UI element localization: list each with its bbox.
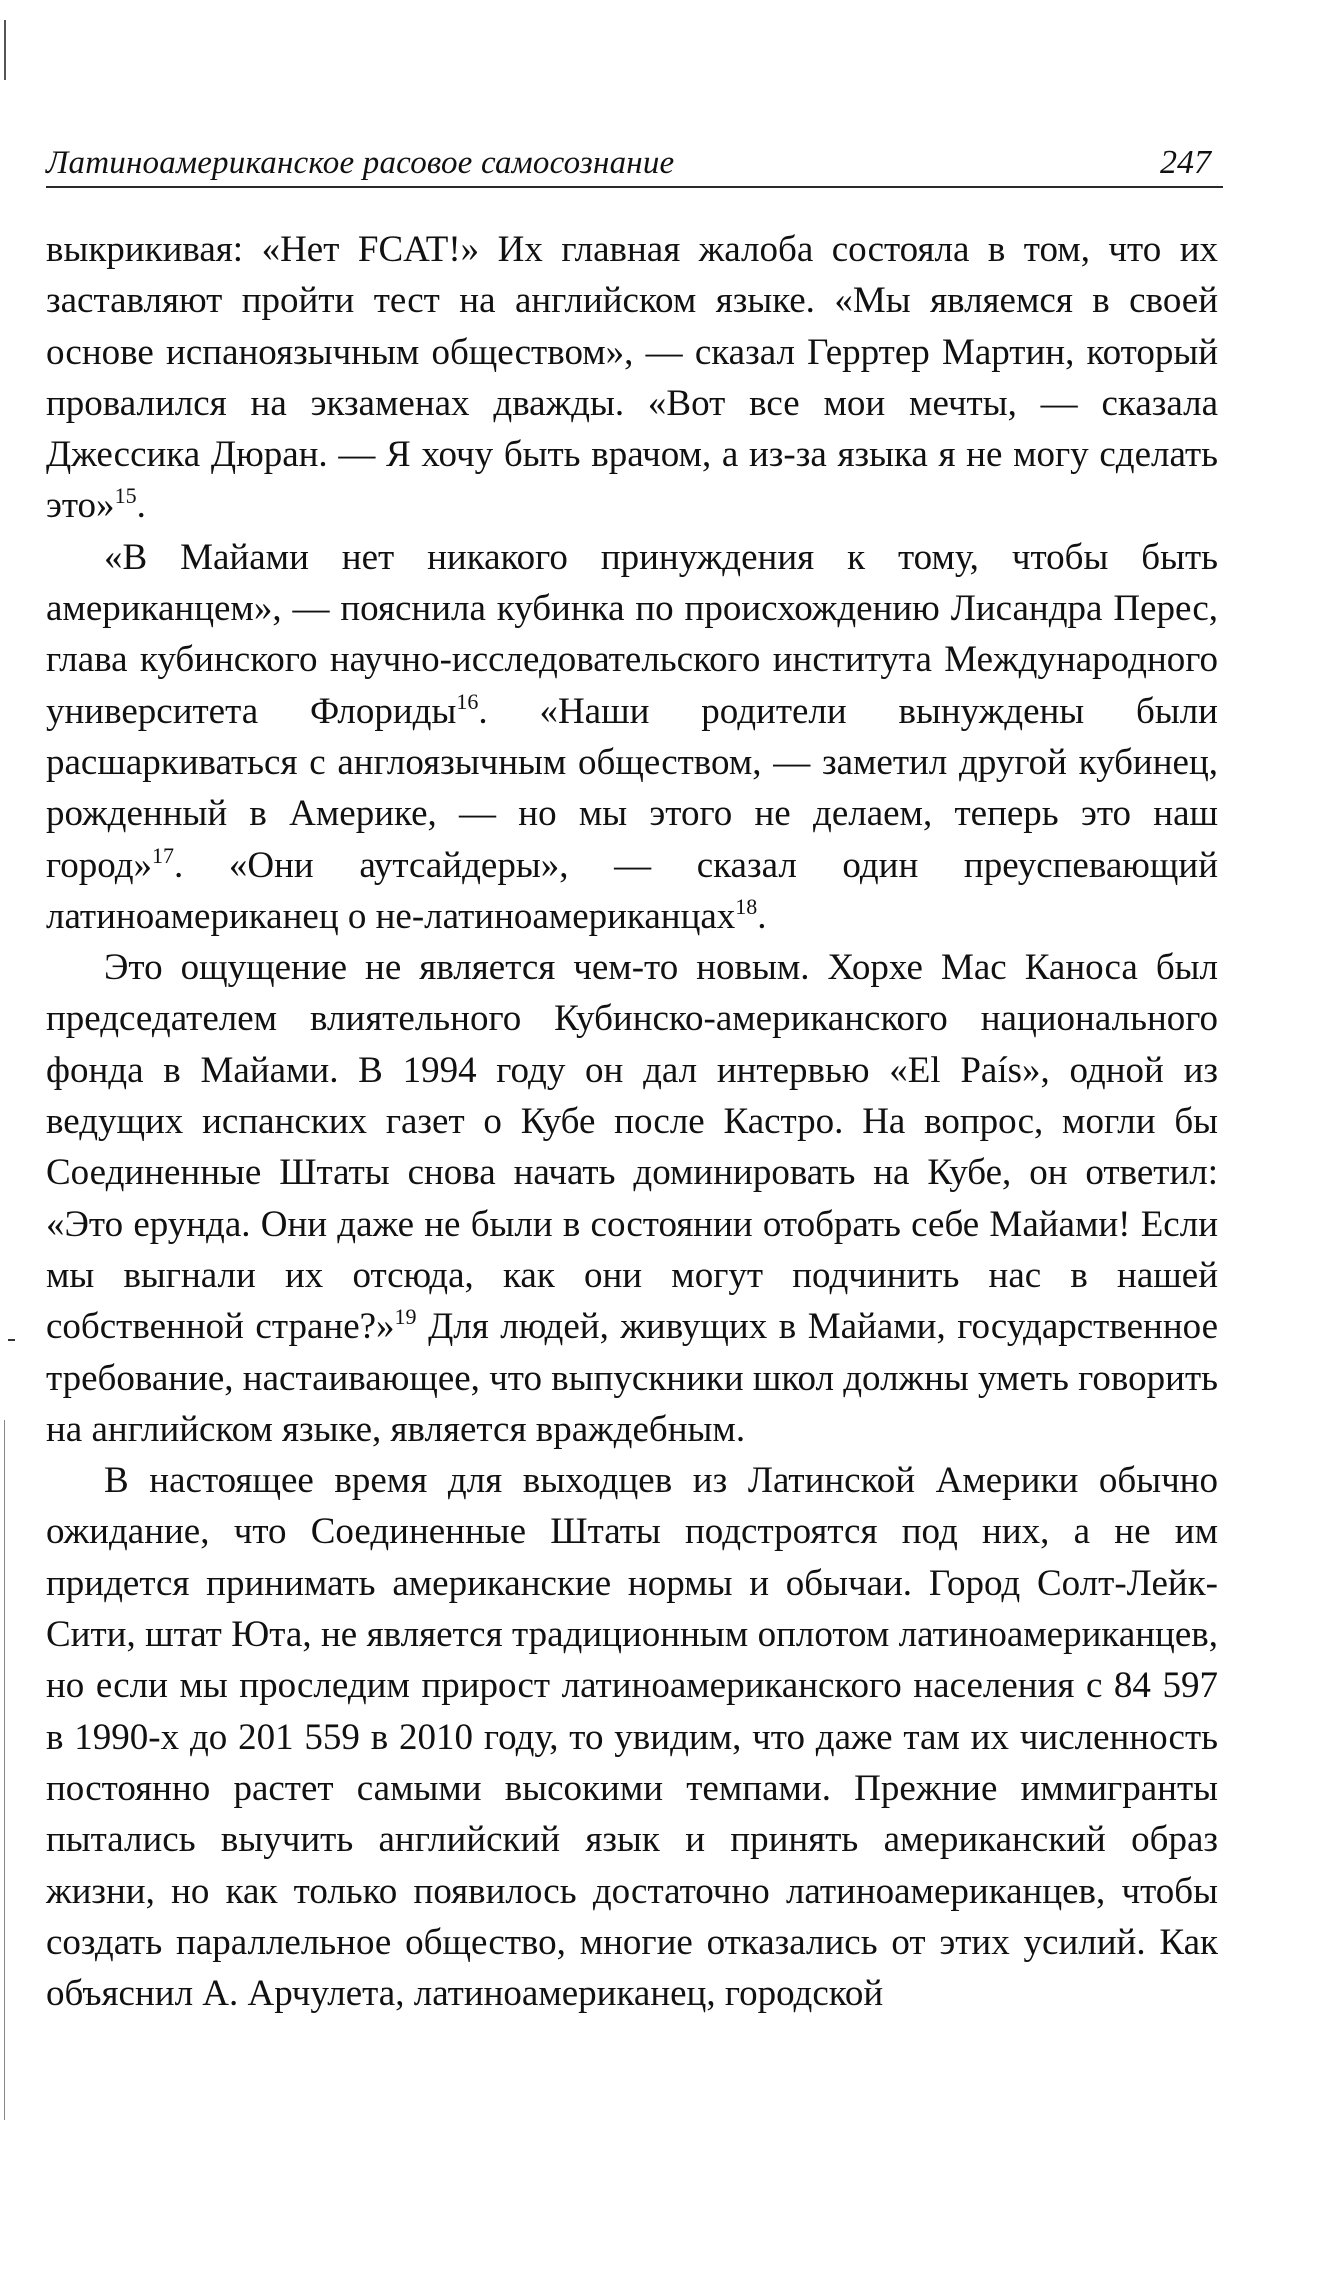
paragraph-4 [46,1455,1218,2019]
scan-edge-mark [4,20,6,80]
footnote-ref: 15 [114,483,137,509]
footnote-ref: 19 [394,1304,417,1330]
paragraph-text: Для людей, живущих в Майами, государственное требование, настаивающее, что выпускники школ должны уметь говорить на английском языке, является враждебным. [46,1306,1218,1450]
footnote-ref: 16 [456,688,479,714]
scan-edge-dot [8,1339,15,1341]
running-header [46,140,1223,188]
page-number: 247 [1160,144,1211,181]
paragraph-text: выкрикивая: «Нет FCAT!» Их главная жалоба состояла в том, что их заставляют пройти тест на английском языке. «Мы являемся в своей основе испаноязычным обществом», — сказал Герртер Мартин, который провалился на экзаменах дважды. «Вот все мои мечты, — сказала Джессика Дюран. — Я хочу быть врачом, а из-за языка я не могу сделать это» [46,229,1218,527]
paragraph-text: Это ощущение не является чем-то новым. Хорхе Мас Каноса был председателем влиятельного Кубинско-американского национального фонда в Майами. В 1994 году он дал интервью «El País», одной из ведущих испанских газет о Кубе после Кастро. На вопрос, могли бы Соединенные Штаты снова начать доминировать на Кубе, он ответил: «Это ерунда. Они даже не были в состоянии отобрать себе Майами! Если мы выгнали их отсюда, как они могут подчинить нас в нашей собственной стране?» [46,947,1218,1348]
paragraph-3 [46,942,1218,1455]
paragraph-text: . [136,485,146,527]
paragraph-text: «В Майами нет никакого принуждения к тому, чтобы быть американцем», — пояснила кубинка по происхождению Лисандра Перес, глава кубинского научно-исследовательского института Международного университета Флориды [46,536,1218,732]
paragraph-text: В настоящее время для выходцев из Латинской Америки обычно ожидание, что Соединенные Штаты подстроятся под них, а не им придется принимать американские нормы и обычаи. Город Солт-Лейк-Сити, штат Юта, не является традиционным оплотом латиноамериканцев, но если мы проследим прирост латиноамериканского населения с 84 597 в 1990-х до 201 559 в 2010 году, то увидим, что даже там их численность постоянно растет самыми высокими темпами. Прежние иммигранты пытались выучить английский язык и принять американский образ жизни, но как только появилось достаточно латиноамериканцев, чтобы создать параллельное общество, многие отказались от этих усилий. Как объяснил А. Арчулета, латиноамериканец, городской [46,1460,1218,2015]
paragraph-text: . «Они аутсайдеры», — сказал один преуспевающий латиноамериканец о не-латиноамериканцах [46,844,1218,937]
scan-edge-mark [4,1420,5,2120]
footnote-ref: 17 [152,842,175,868]
body-text [46,224,1218,2019]
paragraph-1 [46,224,1218,532]
footnote-ref: 18 [735,893,758,919]
running-title: Латиноамериканское расовое самосознание [46,145,675,181]
paragraph-text: . «Наши родители вынуждены были расшаркиваться с англоязычным обществом, — заметил другой кубинец, рожденный в Америке, — но мы этого не делаем, теперь это наш город» [46,690,1218,886]
paragraph-2 [46,532,1218,942]
paragraph-text: . [757,895,767,937]
